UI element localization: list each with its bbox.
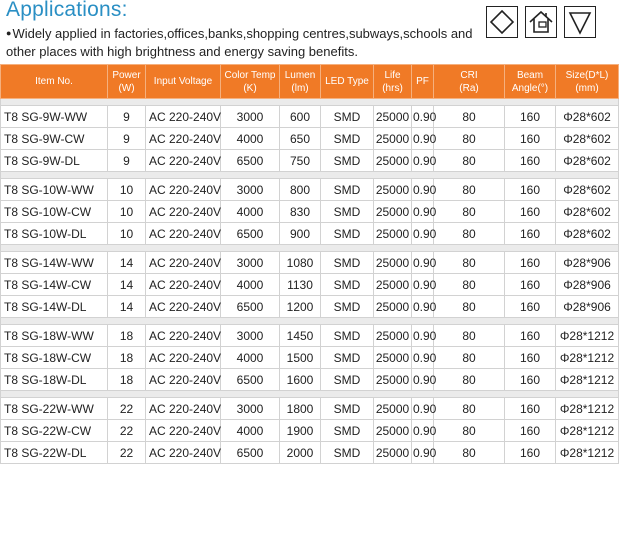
table-cell: 25000 [374, 398, 412, 420]
triangle-down-icon [564, 6, 596, 38]
table-row [1, 347, 619, 369]
table-cell: 0.90 [412, 296, 434, 318]
table-cell: SMD [321, 252, 374, 274]
spec-table [0, 64, 619, 464]
table-cell: 25000 [374, 347, 412, 369]
table-cell: 80 [434, 420, 505, 442]
table-cell: 25000 [374, 325, 412, 347]
table-cell: 80 [434, 296, 505, 318]
table-cell: 10 [108, 223, 146, 245]
table-cell: 14 [108, 274, 146, 296]
table-cell: SMD [321, 179, 374, 201]
column-header [221, 65, 280, 99]
table-cell: T8 SG-18W-CW [1, 347, 108, 369]
table-cell: 4000 [221, 420, 280, 442]
table-cell: AC 220-240V [146, 201, 221, 223]
table-cell: SMD [321, 369, 374, 391]
table-row [1, 252, 619, 274]
column-header-unit: (mm) [575, 82, 599, 94]
column-header-unit: Angle(°) [511, 82, 549, 94]
table-cell: Φ28*1212 [556, 420, 619, 442]
table-row [1, 223, 619, 245]
table-cell: T8 SG-10W-CW [1, 201, 108, 223]
table-cell: 0.90 [412, 274, 434, 296]
table-cell: 4000 [221, 347, 280, 369]
table-cell: 830 [280, 201, 321, 223]
group-separator-cell [1, 99, 619, 106]
table-cell: AC 220-240V [146, 128, 221, 150]
table-cell: 25000 [374, 420, 412, 442]
table-cell: 160 [505, 347, 556, 369]
table-cell: AC 220-240V [146, 106, 221, 128]
table-cell: AC 220-240V [146, 442, 221, 464]
table-cell: AC 220-240V [146, 150, 221, 172]
table-cell: T8 SG-18W-DL [1, 369, 108, 391]
table-cell: Φ28*1212 [556, 347, 619, 369]
table-cell: 25000 [374, 442, 412, 464]
table-cell: 0.90 [412, 128, 434, 150]
table-cell: SMD [321, 150, 374, 172]
table-cell: 25000 [374, 106, 412, 128]
table-cell: 10 [108, 179, 146, 201]
table-cell: Φ28*1212 [556, 369, 619, 391]
table-row [1, 398, 619, 420]
column-header-label: PF [416, 76, 429, 87]
column-header [505, 65, 556, 99]
table-cell: 3000 [221, 252, 280, 274]
table-cell: 80 [434, 128, 505, 150]
table-cell: T8 SG-22W-DL [1, 442, 108, 464]
table-cell: 160 [505, 252, 556, 274]
table-cell: AC 220-240V [146, 369, 221, 391]
table-cell: 80 [434, 106, 505, 128]
table-cell: 160 [505, 128, 556, 150]
table-cell: SMD [321, 106, 374, 128]
table-cell: 25000 [374, 179, 412, 201]
bullet-icon: ● [6, 28, 12, 38]
column-header [434, 65, 505, 99]
table-cell: 1500 [280, 347, 321, 369]
column-header [1, 65, 108, 99]
table-cell: 9 [108, 128, 146, 150]
page-title: Applications: [6, 0, 128, 21]
table-cell: AC 220-240V [146, 325, 221, 347]
table-cell: 22 [108, 398, 146, 420]
table-cell: SMD [321, 128, 374, 150]
diamond-icon [486, 6, 518, 38]
table-body [1, 99, 619, 464]
table-cell: 10 [108, 201, 146, 223]
table-cell: SMD [321, 325, 374, 347]
table-cell: Φ28*602 [556, 201, 619, 223]
table-cell: 25000 [374, 150, 412, 172]
table-cell: 4000 [221, 274, 280, 296]
table-cell: 18 [108, 369, 146, 391]
table-cell: SMD [321, 442, 374, 464]
table-row [1, 420, 619, 442]
table-cell: Φ28*1212 [556, 325, 619, 347]
table-cell: 900 [280, 223, 321, 245]
table-cell: AC 220-240V [146, 223, 221, 245]
column-header-label: CRI [460, 69, 478, 81]
table-cell: 80 [434, 150, 505, 172]
table-cell: SMD [321, 398, 374, 420]
table-cell: 18 [108, 347, 146, 369]
table-cell: 80 [434, 179, 505, 201]
group-separator-cell [1, 318, 619, 325]
table-cell: 160 [505, 106, 556, 128]
table-cell: 25000 [374, 296, 412, 318]
group-separator [1, 172, 619, 179]
table-cell: 80 [434, 325, 505, 347]
table-cell: 4000 [221, 201, 280, 223]
table-cell: 6500 [221, 369, 280, 391]
table-cell: AC 220-240V [146, 398, 221, 420]
table-cell: 25000 [374, 252, 412, 274]
table-cell: 80 [434, 369, 505, 391]
column-header [374, 65, 412, 99]
table-cell: SMD [321, 347, 374, 369]
table-cell: SMD [321, 274, 374, 296]
table-cell: 650 [280, 128, 321, 150]
table-cell: 80 [434, 442, 505, 464]
table-cell: 800 [280, 179, 321, 201]
table-cell: 0.90 [412, 106, 434, 128]
table-cell: Φ28*1212 [556, 442, 619, 464]
table-cell: AC 220-240V [146, 296, 221, 318]
table-cell: 160 [505, 398, 556, 420]
table-cell: Φ28*602 [556, 179, 619, 201]
house-icon [525, 6, 557, 38]
table-cell: 22 [108, 442, 146, 464]
column-header [321, 65, 374, 99]
table-cell: 6500 [221, 296, 280, 318]
application-description [6, 24, 486, 61]
table-row [1, 442, 619, 464]
table-cell: 160 [505, 420, 556, 442]
table-cell: 25000 [374, 369, 412, 391]
table-cell: T8 SG-10W-DL [1, 223, 108, 245]
table-cell: AC 220-240V [146, 252, 221, 274]
table-cell: Φ28*602 [556, 106, 619, 128]
group-separator-cell [1, 391, 619, 398]
table-cell: 3000 [221, 179, 280, 201]
table-cell: Φ28*906 [556, 274, 619, 296]
column-header-unit: (K) [243, 82, 257, 94]
group-separator-cell [1, 245, 619, 252]
table-row [1, 106, 619, 128]
table-cell: 80 [434, 201, 505, 223]
table-cell: 0.90 [412, 150, 434, 172]
table-row [1, 179, 619, 201]
table-cell: 1600 [280, 369, 321, 391]
table-cell: 160 [505, 369, 556, 391]
table-cell: 25000 [374, 201, 412, 223]
table-cell: 750 [280, 150, 321, 172]
column-header-label: LED Type [325, 76, 369, 87]
table-cell: 600 [280, 106, 321, 128]
group-separator-cell [1, 172, 619, 179]
table-cell: 160 [505, 325, 556, 347]
table-cell: SMD [321, 296, 374, 318]
column-header [556, 65, 619, 99]
group-separator [1, 245, 619, 252]
table-cell: 1130 [280, 274, 321, 296]
table-cell: 80 [434, 347, 505, 369]
table-cell: 4000 [221, 128, 280, 150]
table-cell: 80 [434, 398, 505, 420]
table-cell: SMD [321, 223, 374, 245]
table-cell: Φ28*906 [556, 296, 619, 318]
group-separator [1, 318, 619, 325]
table-cell: AC 220-240V [146, 274, 221, 296]
table-cell: 80 [434, 274, 505, 296]
table-cell: T8 SG-14W-DL [1, 296, 108, 318]
table-cell: 22 [108, 420, 146, 442]
table-cell: 160 [505, 201, 556, 223]
table-cell: 14 [108, 252, 146, 274]
table-cell: 80 [434, 252, 505, 274]
column-header [146, 65, 221, 99]
table-cell: 80 [434, 223, 505, 245]
table-cell: 0.90 [412, 442, 434, 464]
table-cell: 160 [505, 274, 556, 296]
table-cell: SMD [321, 201, 374, 223]
table-cell: 2000 [280, 442, 321, 464]
table-cell: 1200 [280, 296, 321, 318]
table-row [1, 128, 619, 150]
table-cell: T8 SG-14W-WW [1, 252, 108, 274]
table-cell: Φ28*906 [556, 252, 619, 274]
table-cell: 9 [108, 150, 146, 172]
table-cell: T8 SG-9W-WW [1, 106, 108, 128]
table-cell: 0.90 [412, 223, 434, 245]
table-cell: 0.90 [412, 201, 434, 223]
table-row [1, 296, 619, 318]
table-cell: Φ28*602 [556, 150, 619, 172]
table-cell: Φ28*602 [556, 223, 619, 245]
column-header-label: Input Voltage [153, 76, 213, 87]
table-cell: T8 SG-10W-WW [1, 179, 108, 201]
table-cell: 25000 [374, 223, 412, 245]
table-cell: 3000 [221, 325, 280, 347]
column-header-label: Size(D*L) [565, 69, 609, 81]
table-cell: SMD [321, 420, 374, 442]
description-text: Widely applied in factories,offices,banks,shopping centres,subways,schools and other places with high brightness and energy saving benefits. [6, 26, 473, 59]
table-cell: 6500 [221, 223, 280, 245]
column-header-unit: (lm) [291, 82, 309, 94]
table-header-row [1, 65, 619, 99]
table-cell: 0.90 [412, 325, 434, 347]
table-cell: Φ28*1212 [556, 398, 619, 420]
table-cell: T8 SG-18W-WW [1, 325, 108, 347]
table-cell: 0.90 [412, 420, 434, 442]
column-header-label: Life [384, 69, 401, 81]
table-cell: 0.90 [412, 252, 434, 274]
table-cell: 0.90 [412, 369, 434, 391]
table-cell: 3000 [221, 398, 280, 420]
table-cell: T8 SG-22W-CW [1, 420, 108, 442]
table-cell: 1800 [280, 398, 321, 420]
table-cell: 18 [108, 325, 146, 347]
table-row [1, 201, 619, 223]
table-cell: Φ28*602 [556, 128, 619, 150]
table-cell: 1080 [280, 252, 321, 274]
table-cell: 3000 [221, 106, 280, 128]
column-header-label: Item No. [35, 76, 73, 87]
table-cell: 6500 [221, 150, 280, 172]
table-cell: T8 SG-14W-CW [1, 274, 108, 296]
table-cell: 160 [505, 442, 556, 464]
column-header-label: Beam [516, 69, 544, 81]
group-separator [1, 391, 619, 398]
column-header-unit: (W) [118, 82, 135, 94]
table-cell: 25000 [374, 128, 412, 150]
table-cell: 6500 [221, 442, 280, 464]
table-cell: 0.90 [412, 398, 434, 420]
table-cell: T8 SG-9W-DL [1, 150, 108, 172]
column-header [412, 65, 434, 99]
column-header-label: Color Temp [224, 69, 276, 81]
column-header-label: Power [112, 69, 141, 81]
table-cell: 160 [505, 223, 556, 245]
table-row [1, 325, 619, 347]
table-cell: 1450 [280, 325, 321, 347]
table-row [1, 150, 619, 172]
table-row [1, 274, 619, 296]
table-cell: 0.90 [412, 347, 434, 369]
table-cell: 0.90 [412, 179, 434, 201]
table-cell: 160 [505, 296, 556, 318]
table-cell: T8 SG-9W-CW [1, 128, 108, 150]
table-cell: 25000 [374, 274, 412, 296]
table-cell: 14 [108, 296, 146, 318]
table-cell: AC 220-240V [146, 347, 221, 369]
column-header-label: Lumen [284, 69, 316, 81]
table-cell: 160 [505, 150, 556, 172]
table-cell: AC 220-240V [146, 179, 221, 201]
table-cell: AC 220-240V [146, 420, 221, 442]
table-cell: 9 [108, 106, 146, 128]
group-separator [1, 99, 619, 106]
table-cell: 160 [505, 179, 556, 201]
column-header-unit: (hrs) [382, 82, 403, 94]
table-cell: 1900 [280, 420, 321, 442]
table-cell: T8 SG-22W-WW [1, 398, 108, 420]
column-header-unit: (Ra) [459, 82, 479, 94]
column-header [280, 65, 321, 99]
column-header [108, 65, 146, 99]
table-row [1, 369, 619, 391]
